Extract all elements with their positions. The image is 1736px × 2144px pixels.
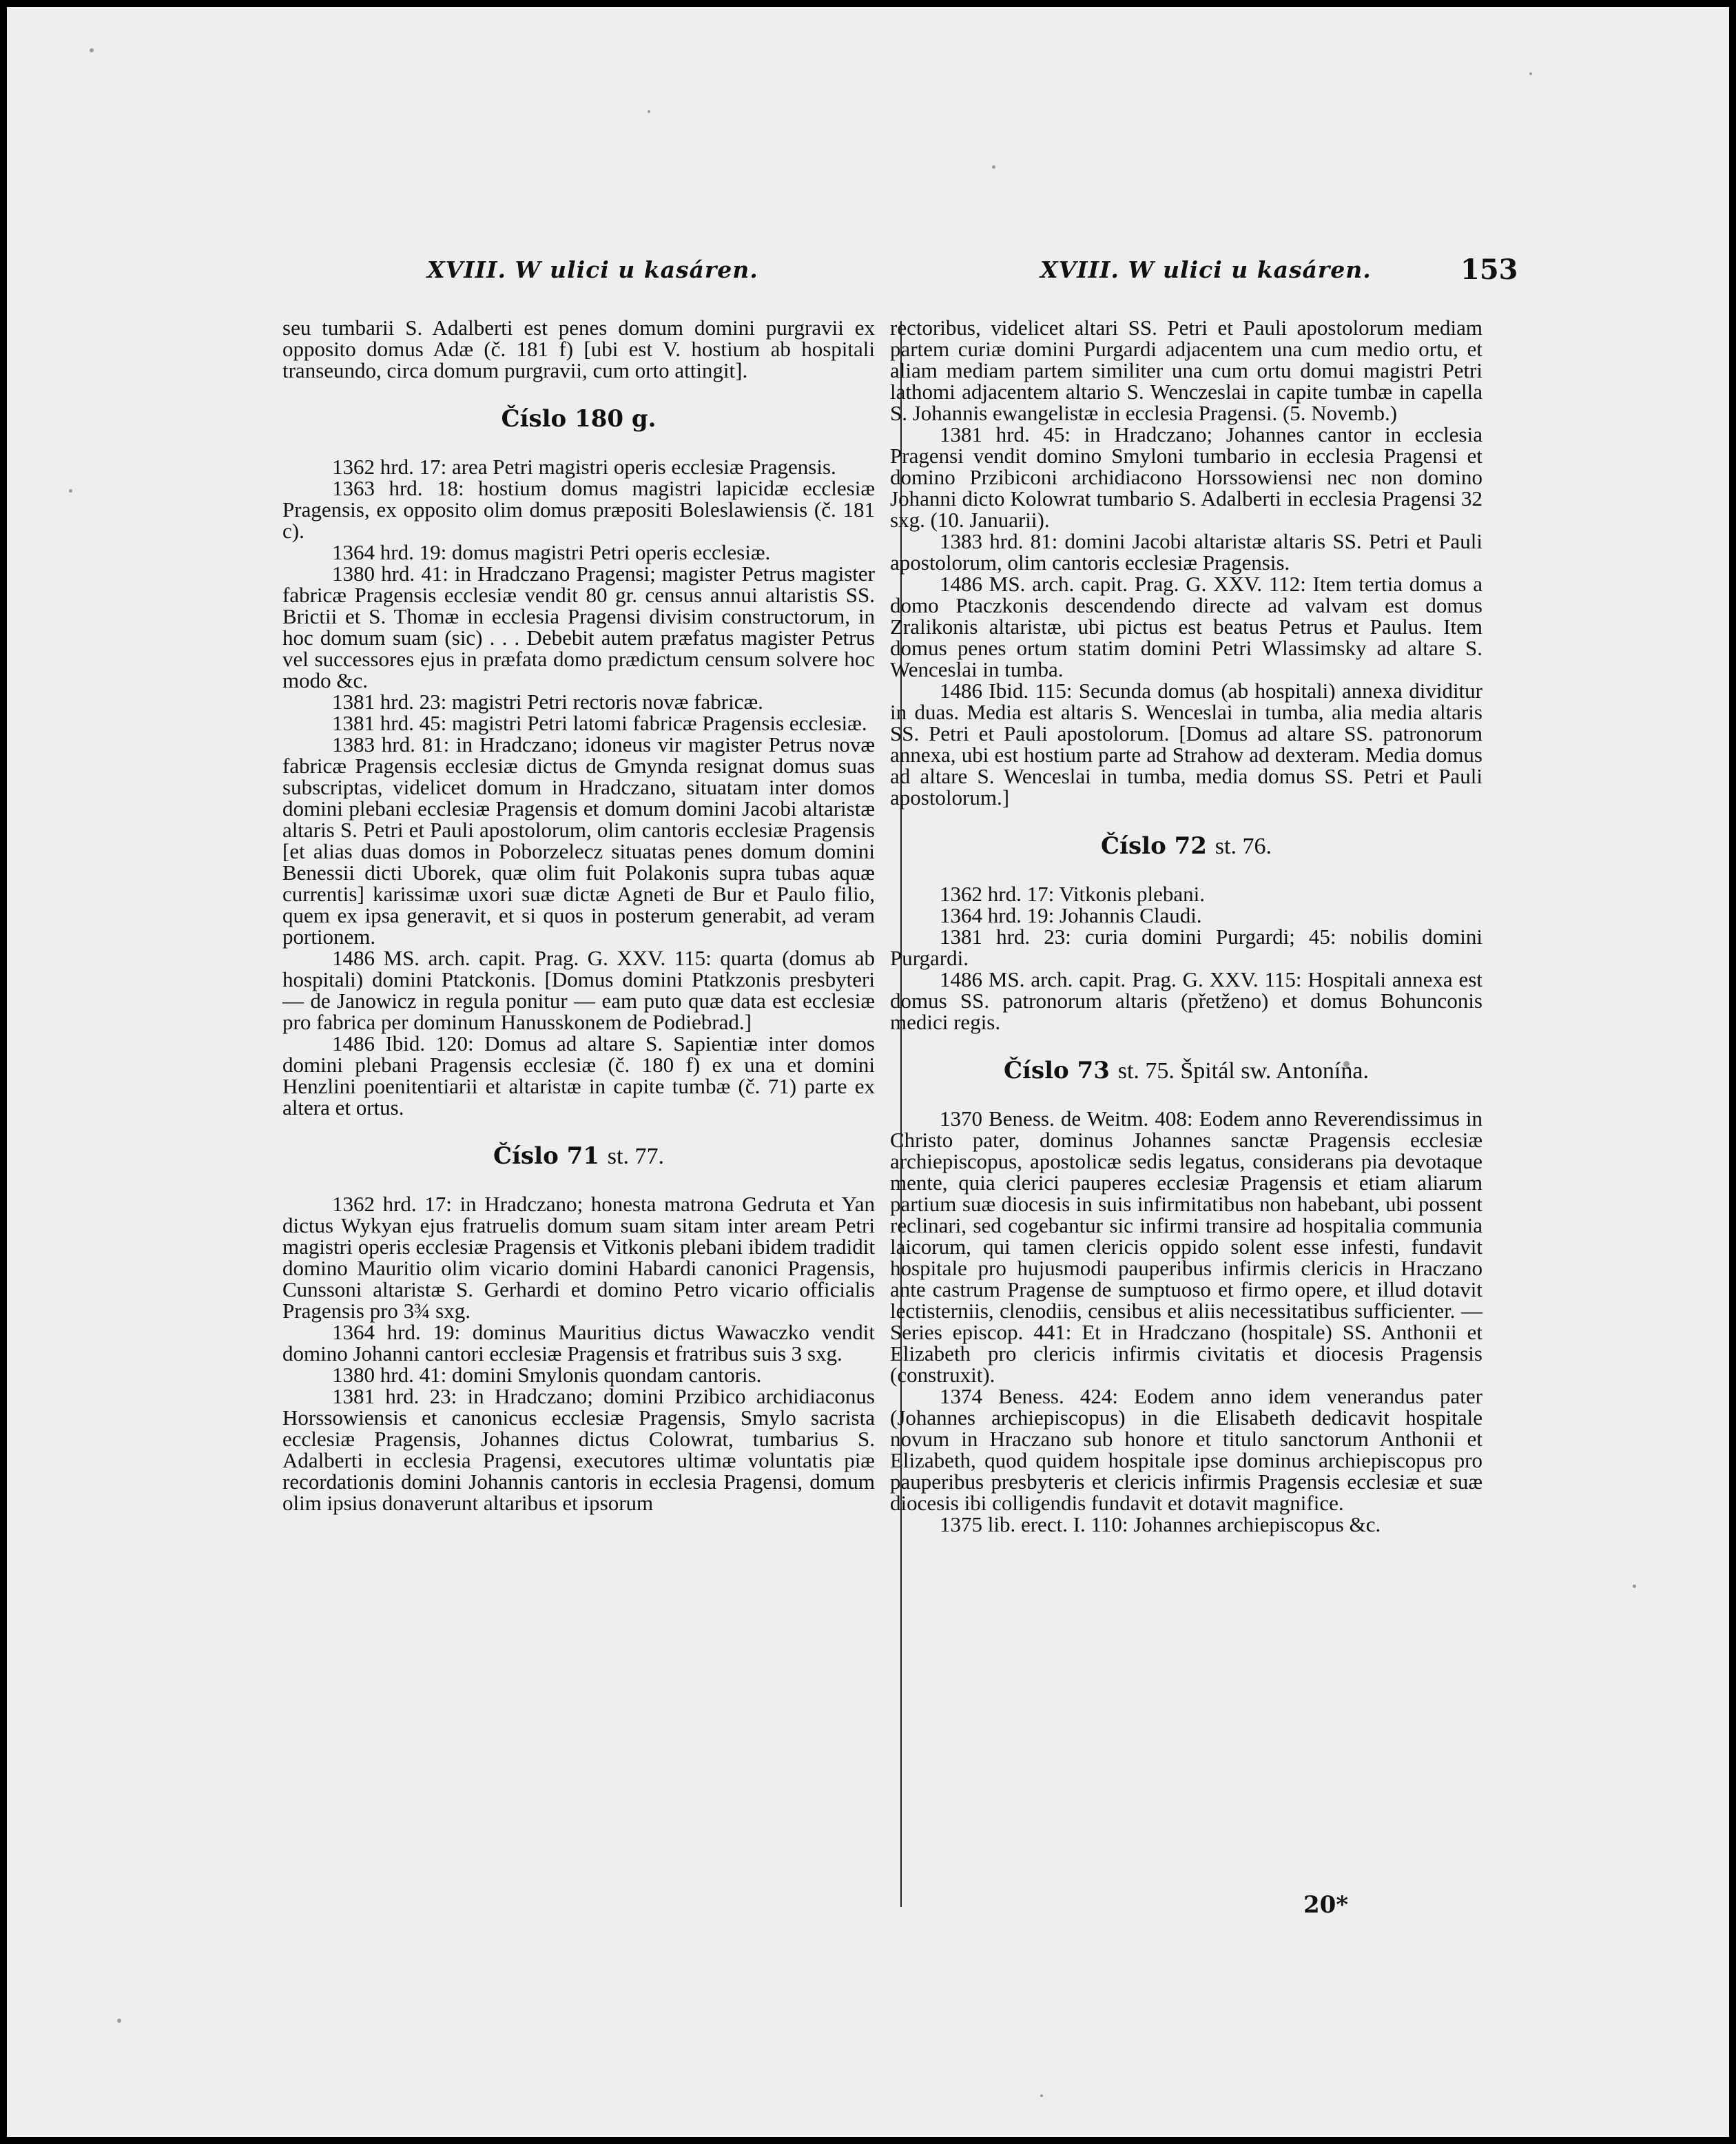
section-heading bbox=[282, 1142, 875, 1170]
text-paragraph: 1383 hrd. 81: domini Jacobi altaristæ altaris SS. Petri et Pauli apostolorum, olim cantoris ecclesiæ Pragensis. bbox=[890, 529, 1482, 575]
heading-text: Číslo 73 bbox=[1004, 1057, 1110, 1084]
text-paragraph: 1486 MS. arch. capit. Prag. G. XXV. 115: Hospitali annexa est domus SS. patronorum altaris (přetženo) et domus Bohunconis medici regis. bbox=[890, 967, 1482, 1034]
right-running-head: XVIII. W ulici u kasáren. bbox=[1040, 256, 1372, 283]
text-paragraph: seu tumbarii S. Adalberti est penes domum domini purgravii ex opposito domus Adæ (č. 181 f) [ubi est V. hostium ab hospitali transeundo, circa domum purgravii, cum orto attingit]. bbox=[282, 316, 875, 382]
text-paragraph: 1364 hrd. 19: Johannis Claudi. bbox=[940, 903, 1202, 927]
text-paragraph: 1381 hrd. 23: magistri Petri rectoris novæ fabricæ. bbox=[332, 690, 763, 714]
section-heading bbox=[282, 405, 875, 433]
text-paragraph: 1486 Ibid. 115: Secunda domus (ab hospitali) annexa dividitur in duas. Media est altaris S. Wenceslai in tumba, alia media altaris SS. Petri et Pauli apostolorum. [Domus ad altare SS. patronorum annexa, ubi est hostium parte ad Strahow ad dexteram. Media domus ad altare S. Wenceslai in tumba, media domus SS. Petri et Pauli apostolorum.] bbox=[890, 679, 1482, 810]
scan-speck bbox=[69, 489, 72, 493]
scan-speck bbox=[648, 110, 650, 113]
scan-speck bbox=[90, 48, 94, 52]
text-paragraph: 1362 hrd. 17: area Petri magistri operis ecclesiæ Pragensis. bbox=[332, 455, 836, 479]
scan-speck bbox=[1529, 72, 1532, 75]
text-paragraph: 1486 MS. arch. capit. Prag. G. XXV. 115: quarta (domus ab hospitali) domini Ptatckonis. [Domus domini Ptatkzonis presbyteri — de Janowicz in regula ponitur — eam puto quæ data est ecclesiæ pro fabrica per dominum Hanusskonem de Podiebrad.] bbox=[282, 946, 875, 1034]
text-paragraph: 1374 Beness. 424: Eodem anno idem venerandus pater (Johannes archiepiscopus) in die Elisabeth dedicavit hospitale novum in Hraczano sub honore et titulo sanctorum Anthonii et Elizabeth, quod quidem hospitale ipse dominus archiepiscopus pro pauperibus presbyteris et clericis infirmis Pragensis ecclesiæ et suæ diocesis ibi colligendis fundavit et dotavit magnifice. bbox=[890, 1384, 1482, 1515]
scan-speck bbox=[117, 2019, 121, 2023]
heading-text: Číslo 71 bbox=[493, 1142, 599, 1170]
text-paragraph: 1362 hrd. 17: Vitkonis plebani. bbox=[940, 882, 1206, 906]
text-paragraph: rectoribus, videlicet altari SS. Petri et Pauli apostolorum mediam partem curiæ domini Purgardi adjacentem una cum medio ortu, et aliam mediam partem similiter una cum ortu domui magistri Petri lathomi adjacentem altario S. Wenczeslai in capite tumbæ in capella S. Johannis ewangelistæ in ecclesia Pragensi. (5. Novemb.) bbox=[890, 316, 1482, 425]
scanned-page bbox=[7, 7, 1729, 2137]
text-paragraph: 1381 hrd. 23: in Hradczano; domini Przibico archidiaconus Horssowiensis et canonicus ecclesiæ Pragensis, Smylo sacrista ecclesiæ Pragensis, Johannes dictus Colowrat, tumbarius S. Adalberti in ecclesia Pragensi, executores ultimæ voluntatis piæ recordationis domini Johannis cantoris in ecclesia Pragensi, domum olim ipsius donaverunt altaribus et ipsorum bbox=[282, 1384, 875, 1515]
text-paragraph: 1381 hrd. 23: curia domini Purgardi; 45: nobilis domini Purgardi. bbox=[890, 925, 1482, 970]
scan-speck bbox=[992, 165, 995, 169]
right-column bbox=[890, 317, 1482, 1535]
page-number: 153 bbox=[1460, 254, 1518, 286]
signature-mark: 20* bbox=[1303, 1891, 1349, 1919]
text-paragraph: 1364 hrd. 19: domus magistri Petri operis ecclesiæ. bbox=[332, 540, 771, 564]
heading-street-number: st. 77. bbox=[607, 1144, 664, 1169]
scan-speck bbox=[1040, 2094, 1043, 2097]
text-paragraph: 1381 hrd. 45: in Hradczano; Johannes cantor in ecclesia Pragensi vendit domino Smyloni tumbario in ecclesia Pragensi et domino Przibiconi archidiacono Horssowiensi nec non domino Johanni dicto Kolowrat tumbario S. Adalberti in ecclesia Pragensi 32 sxg. (10. Januarii). bbox=[890, 422, 1482, 532]
text-paragraph: 1380 hrd. 41: domini Smylonis quondam cantoris. bbox=[332, 1363, 762, 1387]
text-paragraph: 1362 hrd. 17: in Hradczano; honesta matrona Gedruta et Yan dictus Wykyan ejus fratruelis domum suam sitam inter aream Petri magistri operis ecclesiæ Pragensis et Vitkonis plebani ibidem tradidit domino Mauritio olim vicario domini Habardi canonici Pragensis, Cunssoni altaristæ S. Gerhardi et domino Petro vicario officialis Pragensis pro 3¾ sxg. bbox=[282, 1192, 875, 1323]
heading-text: Číslo 72 bbox=[1101, 832, 1207, 860]
scan-speck bbox=[1633, 1585, 1636, 1588]
left-column bbox=[282, 317, 875, 1514]
text-paragraph: 1364 hrd. 19: dominus Mauritius dictus Wawaczko vendit domino Johanni cantori ecclesiæ Pragensis et fratribus suis 3 sxg. bbox=[282, 1320, 875, 1365]
section-heading bbox=[890, 1057, 1482, 1084]
heading-street-number: st. 76. bbox=[1215, 834, 1272, 859]
left-running-head: XVIII. W ulici u kasáren. bbox=[427, 256, 758, 283]
text-paragraph: 1383 hrd. 81: in Hradczano; idoneus vir magister Petrus novæ fabricæ Pragensis ecclesiæ dictus de Gmynda resignat domus suas subscriptas, videlicet domum in Hradczano, situatam inter domos domini plebani ecclesiæ Pragensis et domum domini Jacobi altaristæ altaris S. Petri et Pauli apostolorum, olim cantoris ecclesiæ Pragensis [et alias duas domos in Poborzelecz situatas penes domum domini Benessii dicti Uborek, quæ olim fuit Polakonis supra tubas aquæ currentis] karissimæ uxori suæ dictæ Agneti de Bur et Paulo filio, quem ex ipsa generavit, et si quos in posterum generabit, ad veram portionem. bbox=[282, 732, 875, 949]
heading-street-number: st. 75. Špitál sw. Antonína. bbox=[1117, 1058, 1369, 1084]
text-paragraph: 1375 lib. erect. I. 110: Johannes archiepiscopus &c. bbox=[940, 1512, 1381, 1536]
text-paragraph: 1363 hrd. 18: hostium domus magistri lapicidæ ecclesiæ Pragensis, ex opposito olim domus præpositi Boleslawiensis (č. 181 c). bbox=[282, 476, 875, 543]
text-paragraph: 1370 Beness. de Weitm. 408: Eodem anno Reverendissimus in Christo pater, dominus Johannes sanctæ Pragensis ecclesiæ archiepiscopus, apostolicæ sedis legatus, considerans pia devotaque mente, quia clerici pauperes ecclesiæ Pragensis et etiam aliarum partium suæ diocesis in suis infirmitatibus non habebant, ubi possent reclinari, sed cogebantur sic infirmi transire ad hospitalia communia laicorum, qui tamen clericis oppido solent esse infesti, fundavit hospitale pro hujusmodi pauperibus infirmis clericis in Hraczano ante castrum Pragense de sumptuoso et firmo opere, et illud dotavit lectisterniis, clenodiis, censibus et aliis necessitatibus sufficienter. — Series episcop. 441: Et in Hradczano (hospitale) SS. Anthonii et Elizabeth pro clericis infirmis civitatis et diocesis Pragensis (construxit). bbox=[890, 1106, 1482, 1387]
text-paragraph: 1381 hrd. 45: magistri Petri latomi fabricæ Pragensis ecclesiæ. bbox=[332, 711, 867, 735]
text-paragraph: 1486 MS. arch. capit. Prag. G. XXV. 112: Item tertia domus a domo Ptaczkonis descendendo directe ad valvam est domus Zralikonis altaristæ, ubi pictus est beatus Petrus et Paulus. Item domus penes ortum statim domini Petri Wlassimsky ad altare S. Wenceslai in tumba. bbox=[890, 572, 1482, 681]
section-heading bbox=[890, 832, 1482, 860]
text-paragraph: 1380 hrd. 41: in Hradczano Pragensi; magister Petrus magister fabricæ Pragensis ecclesiæ vendit 80 gr. census annui altaristis SS. Brictii et S. Thomæ in ecclesia Pragensi divisim constructorum, in hoc domum suam (sic) . . . Debebit autem præfatus magister Petrus vel successores ejus in præfata domo prædictum censum solvere hoc modo &c. bbox=[282, 561, 875, 692]
heading-text: Číslo 180 g. bbox=[501, 405, 657, 433]
text-paragraph: 1486 Ibid. 120: Domus ad altare S. Sapientiæ inter domos domini plebani Pragensis ecclesiæ (č. 180 f) ex una et domini Henzlini poenitentiarii et altaristæ in capite tumbæ (č. 71) parte ex altera et ortus. bbox=[282, 1031, 875, 1120]
